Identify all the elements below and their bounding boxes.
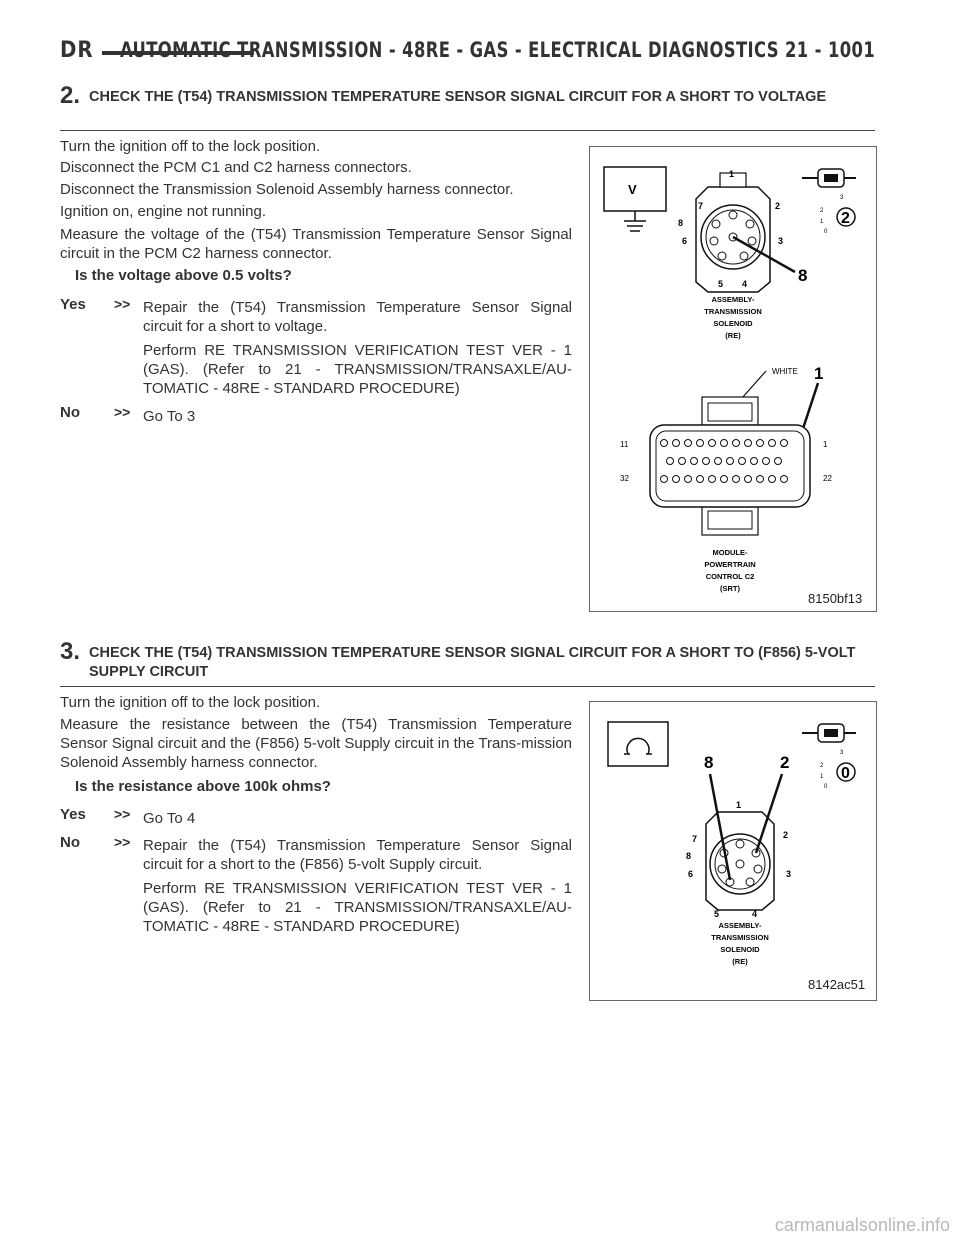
- step-3-instruction: Measure the resistance between the (T54) Transmission Temperature Sensor Signal circuit and the (F856) 5-volt Supply circuit in the Trans-mission Solenoid Assembly harness connector.: [60, 716, 572, 771]
- svg-text:6: 6: [682, 236, 688, 246]
- svg-text:0: 0: [824, 784, 828, 790]
- svg-text:(RE): (RE): [732, 957, 748, 966]
- svg-text:1: 1: [820, 219, 824, 225]
- svg-text:5: 5: [714, 909, 720, 919]
- step-2-heading: [60, 82, 875, 131]
- svg-text:(RE): (RE): [725, 331, 741, 340]
- step-2-yes-arrow: >>: [114, 296, 131, 312]
- svg-text:11: 11: [620, 440, 629, 449]
- svg-text:7: 7: [692, 834, 698, 844]
- step-2-yes-text: Repair the (T54) Transmission Temperature Sensor Signal circuit for a short to voltage.: [143, 299, 572, 335]
- step-3-yes-label: Yes: [60, 806, 86, 823]
- svg-text:(SRT): (SRT): [720, 584, 740, 593]
- svg-text:WHITE: WHITE: [772, 367, 798, 376]
- svg-text:2: 2: [841, 210, 850, 227]
- figure-voltage-test: [589, 146, 877, 612]
- step-2-number: 2.: [60, 82, 81, 109]
- step-3-title: CHECK THE (T54) TRANSMISSION TEMPERATURE SENSOR SIGNAL CIRCUIT FOR A SHORT TO (F856) 5-VOLT SUPPLY CIRCUIT: [89, 645, 856, 680]
- step-2-instruction: Turn the ignition off to the lock position.: [60, 138, 321, 155]
- step-3-number: 3.: [60, 638, 81, 665]
- svg-text:SOLENOID: SOLENOID: [720, 945, 760, 954]
- transmission-solenoid-connector: [686, 753, 791, 966]
- svg-text:1: 1: [820, 774, 824, 780]
- page-header: [60, 38, 875, 68]
- figure-resistance-test: [589, 701, 877, 1001]
- step-3-no-text: Perform RE TRANSMISSION VERIFICATION TEST VER - 1 (GAS). (Refer to 21 - TRANSMISSION/TRANSAXLE/AU-TOMATIC - 48RE - STANDARD PROCEDURE): [143, 880, 572, 935]
- svg-text:POWERTRAIN: POWERTRAIN: [704, 560, 756, 569]
- step-3-yes-text: Go To 4: [143, 810, 196, 827]
- svg-text:ASSEMBLY-: ASSEMBLY-: [718, 921, 762, 930]
- step-3-heading: [60, 638, 875, 687]
- header-model: DR: [60, 38, 94, 63]
- pcm-c2-connector: [620, 364, 832, 593]
- svg-text:1: 1: [823, 440, 828, 449]
- step-2-title: CHECK THE (T54) TRANSMISSION TEMPERATURE SENSOR SIGNAL CIRCUIT FOR A SHORT TO VOLTAGE: [89, 89, 827, 105]
- svg-text:2: 2: [780, 753, 790, 772]
- svg-text:0: 0: [824, 229, 828, 235]
- figure-resistance-diagram: [590, 702, 876, 1000]
- svg-text:1: 1: [814, 364, 824, 383]
- ignition-key-icon: [802, 169, 856, 235]
- voltmeter-icon: [604, 167, 666, 231]
- svg-text:3: 3: [786, 869, 792, 879]
- step-3-no-label: No: [60, 834, 80, 851]
- footer-watermark: carmanualsonline.info: [774, 1215, 950, 1235]
- svg-text:2: 2: [783, 830, 789, 840]
- svg-text:2: 2: [775, 201, 781, 211]
- svg-text:4: 4: [742, 279, 748, 289]
- svg-text:SOLENOID: SOLENOID: [713, 319, 753, 328]
- step-2-no-arrow: >>: [114, 404, 131, 420]
- step-2-yes-text: Perform RE TRANSMISSION VERIFICATION TEST VER - 1 (GAS). (Refer to 21 - TRANSMISSION/TRANSAXLE/AU-TOMATIC - 48RE - STANDARD PROCEDURE): [143, 342, 572, 397]
- svg-text:8: 8: [704, 753, 714, 772]
- svg-text:1: 1: [729, 169, 735, 179]
- step-2-no-label: No: [60, 404, 80, 421]
- svg-text:CONTROL C2: CONTROL C2: [705, 572, 755, 581]
- svg-text:TRANSMISSION: TRANSMISSION: [711, 933, 769, 942]
- svg-text:22: 22: [823, 474, 832, 483]
- step-3-question: Is the resistance above 100k ohms?: [75, 778, 331, 795]
- svg-text:5: 5: [718, 279, 724, 289]
- figure-id: 8142ac51: [808, 977, 866, 992]
- step-2-instruction: Disconnect the PCM C1 and C2 harness connectors.: [60, 159, 412, 176]
- svg-text:MODULE-: MODULE-: [712, 548, 748, 557]
- ignition-key-icon: [802, 724, 856, 790]
- svg-text:1: 1: [736, 800, 742, 810]
- svg-text:8: 8: [686, 851, 692, 861]
- step-3-yes-arrow: >>: [114, 806, 131, 822]
- svg-text:ASSEMBLY-: ASSEMBLY-: [711, 295, 755, 304]
- svg-text:2: 2: [820, 763, 824, 769]
- figure-id: 8150bf13: [808, 591, 863, 606]
- svg-text:4: 4: [752, 909, 758, 919]
- step-2-question: Is the voltage above 0.5 volts?: [75, 267, 292, 284]
- step-2-instruction: Measure the voltage of the (T54) Transmission Temperature Sensor Signal circuit in the PCM C2 harness connector.: [60, 226, 572, 262]
- step-3-no-text: Repair the (T54) Transmission Temperature Sensor Signal circuit for a short to the (F856) 5-volt Supply circuit.: [143, 837, 572, 873]
- svg-text:32: 32: [620, 474, 629, 483]
- svg-text:3: 3: [840, 750, 844, 756]
- header-section-title: AUTOMATIC TRANSMISSION - 48RE - GAS - ELECTRICAL DIAGNOSTICS 21 - 1001: [119, 38, 875, 62]
- figure-voltage-diagram: [590, 147, 876, 611]
- svg-text:8: 8: [798, 266, 808, 285]
- svg-text:TRANSMISSION: TRANSMISSION: [704, 307, 762, 316]
- step-2-instruction: Disconnect the Transmission Solenoid Assembly harness connector.: [60, 181, 514, 198]
- step-3-instruction: Turn the ignition off to the lock position.: [60, 694, 321, 711]
- step-2-yes-label: Yes: [60, 296, 86, 313]
- svg-text:V: V: [628, 182, 637, 197]
- svg-text:3: 3: [840, 195, 844, 201]
- svg-text:7: 7: [698, 201, 704, 211]
- step-2-no-text: Go To 3: [143, 408, 196, 425]
- svg-text:2: 2: [820, 208, 824, 214]
- step-2-instruction: Ignition on, engine not running.: [60, 203, 266, 220]
- ohmmeter-icon: [608, 722, 668, 766]
- transmission-solenoid-connector: [678, 169, 807, 340]
- svg-text:3: 3: [778, 236, 784, 246]
- svg-text:8: 8: [678, 218, 684, 228]
- step-3-no-arrow: >>: [114, 834, 131, 850]
- svg-text:6: 6: [688, 869, 694, 879]
- svg-text:0: 0: [841, 765, 850, 782]
